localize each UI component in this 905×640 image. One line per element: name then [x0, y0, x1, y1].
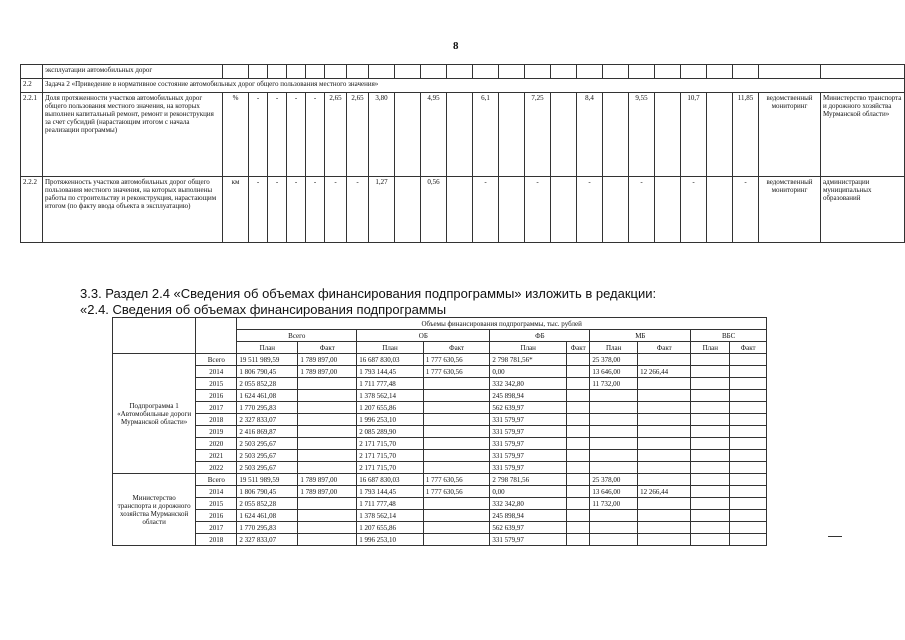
value-cell [730, 378, 767, 390]
value-cell [567, 378, 590, 390]
indicator-value: - [287, 177, 306, 243]
program-label: Подпрограмма 1 «Автомобильные дороги Мурманской области» [113, 354, 196, 474]
value-cell [590, 450, 638, 462]
table-row [113, 534, 767, 546]
value-cell [730, 498, 767, 510]
value-cell [567, 462, 590, 474]
value-cell [691, 450, 730, 462]
indicator-value: - [473, 177, 499, 243]
value-cell [567, 534, 590, 546]
value-cell: 12 266,44 [638, 486, 691, 498]
value-cell: 332 342,80 [490, 378, 567, 390]
value-cell: 25 378,00 [590, 354, 638, 366]
value-cell: 2 503 295,67 [237, 450, 298, 462]
table-row [113, 474, 767, 486]
indicator-value [447, 93, 473, 177]
table-row [113, 486, 767, 498]
margin-dash [828, 536, 842, 537]
value-cell: 1 996 253,10 [357, 534, 424, 546]
table-row [113, 522, 767, 534]
indicator-value [395, 177, 421, 243]
indicator-value [603, 177, 629, 243]
value-cell: 1 378 562,14 [357, 510, 424, 522]
value-cell [730, 534, 767, 546]
value-cell: 1 777 630,56 [423, 486, 490, 498]
value-cell [423, 414, 490, 426]
indicator-value: - [681, 177, 707, 243]
value-cell [730, 366, 767, 378]
indicator-value: 3,80 [369, 93, 395, 177]
value-cell [590, 522, 638, 534]
indicator-value: - [306, 177, 325, 243]
value-cell [567, 498, 590, 510]
table-row [113, 510, 767, 522]
value-cell [730, 522, 767, 534]
value-cell: 331 579,97 [490, 534, 567, 546]
value-cell [567, 474, 590, 486]
value-cell [298, 462, 357, 474]
indicator-value: 9,55 [629, 93, 655, 177]
value-cell: 1 789 897,00 [298, 474, 357, 486]
value-cell [423, 462, 490, 474]
value-cell: 16 687 830,03 [357, 354, 424, 366]
value-cell: 1 777 630,56 [423, 366, 490, 378]
value-cell [638, 426, 691, 438]
value-cell [590, 402, 638, 414]
value-cell [567, 486, 590, 498]
value-cell [638, 354, 691, 366]
indicator-value [395, 93, 421, 177]
value-cell [730, 390, 767, 402]
value-cell [567, 354, 590, 366]
year-cell: 2015 [196, 378, 237, 390]
indicator-unit: км [223, 177, 249, 243]
indicator-number: 2.2.2 [21, 177, 43, 243]
value-cell: 331 579,97 [490, 462, 567, 474]
value-cell [638, 534, 691, 546]
value-cell: 1 789 897,00 [298, 354, 357, 366]
value-cell [638, 450, 691, 462]
indicators-table [20, 64, 905, 243]
value-cell: 1 806 790,45 [237, 366, 298, 378]
value-cell [730, 474, 767, 486]
value-cell: 562 639,97 [490, 402, 567, 414]
value-cell [730, 486, 767, 498]
indicator-value: - [347, 177, 369, 243]
indicator-value [499, 93, 525, 177]
value-cell [638, 402, 691, 414]
value-cell [730, 426, 767, 438]
table-row [113, 462, 767, 474]
sub-header: План [691, 342, 730, 354]
year-cell: 2019 [196, 426, 237, 438]
group-header: Всего [237, 330, 357, 342]
finance-table [112, 317, 767, 546]
value-cell [691, 390, 730, 402]
indicator-value: 11,85 [733, 93, 759, 177]
value-cell [567, 450, 590, 462]
sub-header: Факт [298, 342, 357, 354]
indicator-value [603, 93, 629, 177]
value-cell [298, 450, 357, 462]
value-cell [298, 534, 357, 546]
value-cell: 331 579,97 [490, 426, 567, 438]
table-row [113, 354, 767, 366]
indicator-value: - [249, 93, 268, 177]
section-heading-2: «2.4. Сведения об объемах финансирования подпрограммы [80, 302, 447, 317]
indicator-value [447, 177, 473, 243]
value-cell: 1 777 630,56 [423, 354, 490, 366]
indicator-value: - [733, 177, 759, 243]
task-text: Задача 2 «Приведение в нормативное состояние автомобильных дорог общего пользования местного значения» [43, 79, 905, 93]
year-cell: 2017 [196, 522, 237, 534]
value-cell: 1 624 461,08 [237, 510, 298, 522]
value-cell: 2 327 833,07 [237, 414, 298, 426]
indicator-number: 2.2.1 [21, 93, 43, 177]
indicator-value: - [325, 177, 347, 243]
sub-header: План [357, 342, 424, 354]
value-cell: 2 171 715,70 [357, 438, 424, 450]
value-cell: 0,00 [490, 366, 567, 378]
value-cell [691, 414, 730, 426]
value-cell: 2 171 715,70 [357, 462, 424, 474]
value-cell: 1 711 777,48 [357, 498, 424, 510]
value-cell [730, 438, 767, 450]
value-cell: 0,00 [490, 486, 567, 498]
value-cell: 25 378,00 [590, 474, 638, 486]
value-cell [691, 402, 730, 414]
value-cell [691, 354, 730, 366]
value-cell: 2 503 295,67 [237, 462, 298, 474]
sub-header: План [590, 342, 638, 354]
value-cell: 245 898,94 [490, 390, 567, 402]
value-cell: 1 207 655,86 [357, 402, 424, 414]
value-cell: 1 996 253,10 [357, 414, 424, 426]
indicator-unit: % [223, 93, 249, 177]
row-exploit-text: эксплуатации автомобильных дорог [43, 65, 223, 79]
value-cell [567, 414, 590, 426]
value-cell [298, 522, 357, 534]
value-cell [691, 522, 730, 534]
value-cell: 1 777 630,56 [423, 474, 490, 486]
value-cell: 1 793 144,45 [357, 366, 424, 378]
value-cell [423, 402, 490, 414]
value-cell [423, 390, 490, 402]
year-cell: 2021 [196, 450, 237, 462]
value-cell [691, 378, 730, 390]
value-cell: 12 266,44 [638, 366, 691, 378]
year-cell: 2020 [196, 438, 237, 450]
year-cell: 2022 [196, 462, 237, 474]
value-cell [298, 426, 357, 438]
value-cell [638, 438, 691, 450]
page-number: 8 [453, 40, 459, 52]
year-cell: Всего [196, 354, 237, 366]
value-cell [298, 402, 357, 414]
value-cell: 562 639,97 [490, 522, 567, 534]
value-cell [638, 390, 691, 402]
value-cell: 2 503 295,67 [237, 438, 298, 450]
value-cell: 2 327 833,07 [237, 534, 298, 546]
value-cell: 1 793 144,45 [357, 486, 424, 498]
indicator-value [655, 177, 681, 243]
indicator-value: - [629, 177, 655, 243]
value-cell: 331 579,97 [490, 450, 567, 462]
year-cell: 2018 [196, 414, 237, 426]
value-cell: 2 171 715,70 [357, 450, 424, 462]
indicator-method: ведомственный мониторинг [759, 93, 821, 177]
table-row [21, 93, 905, 177]
value-cell: 13 646,00 [590, 366, 638, 378]
value-cell [590, 510, 638, 522]
value-cell [567, 402, 590, 414]
value-cell [691, 366, 730, 378]
table-row [113, 498, 767, 510]
value-cell: 19 511 989,59 [237, 354, 298, 366]
indicator-value: - [268, 177, 287, 243]
value-cell: 1 789 897,00 [298, 486, 357, 498]
value-cell [423, 378, 490, 390]
value-cell [590, 414, 638, 426]
sub-header: План [237, 342, 298, 354]
value-cell [567, 438, 590, 450]
value-cell [638, 462, 691, 474]
indicator-value [551, 93, 577, 177]
value-cell: 1 624 461,08 [237, 390, 298, 402]
value-cell [730, 510, 767, 522]
value-cell [730, 414, 767, 426]
finance-header-main: Объемы финансирования подпрограммы, тыс. рублей [237, 318, 767, 330]
value-cell [590, 426, 638, 438]
table-row [113, 378, 767, 390]
indicator-value: 7,25 [525, 93, 551, 177]
table-row [113, 438, 767, 450]
value-cell [590, 438, 638, 450]
table-row [21, 177, 905, 243]
indicator-value: 10,7 [681, 93, 707, 177]
value-cell [298, 498, 357, 510]
section-heading-1: 3.3. Раздел 2.4 «Сведения об объемах финансирования подпрограммы» изложить в редакции: [80, 286, 657, 301]
value-cell [638, 378, 691, 390]
indicator-value [551, 177, 577, 243]
value-cell [638, 510, 691, 522]
value-cell [298, 438, 357, 450]
indicator-value [707, 93, 733, 177]
table-row [113, 426, 767, 438]
value-cell: 13 646,00 [590, 486, 638, 498]
program-label: Министерство транспорта и дорожного хозяйства Мурманской области [113, 474, 196, 546]
value-cell [691, 534, 730, 546]
value-cell [567, 366, 590, 378]
value-cell: 1 789 897,00 [298, 366, 357, 378]
value-cell: 1 207 655,86 [357, 522, 424, 534]
indicator-name: Доля протяженности участков автомобильных дорог общего пользования местного значения, на которых выполнен капитальный ремонт, ремонт и реконструкция за счет субсидий (нарастающим итогом с начала реализации программы) [43, 93, 223, 177]
value-cell [638, 522, 691, 534]
indicator-value: - [577, 177, 603, 243]
sub-header: Факт [567, 342, 590, 354]
indicator-value [707, 177, 733, 243]
value-cell [691, 474, 730, 486]
indicator-value: 6,1 [473, 93, 499, 177]
value-cell [730, 402, 767, 414]
indicator-value: 0,56 [421, 177, 447, 243]
year-cell: Всего [196, 474, 237, 486]
value-cell [423, 498, 490, 510]
indicator-value: 4,95 [421, 93, 447, 177]
value-cell: 2 055 852,28 [237, 378, 298, 390]
indicator-value: 8,4 [577, 93, 603, 177]
year-cell: 2015 [196, 498, 237, 510]
table-row [113, 414, 767, 426]
indicator-value: - [525, 177, 551, 243]
value-cell [567, 522, 590, 534]
indicator-value: 1,27 [369, 177, 395, 243]
value-cell [423, 438, 490, 450]
value-cell [638, 498, 691, 510]
indicator-value [499, 177, 525, 243]
value-cell [590, 534, 638, 546]
sub-header: Факт [730, 342, 767, 354]
value-cell: 11 732,00 [590, 498, 638, 510]
value-cell [423, 510, 490, 522]
value-cell: 19 511 989,59 [237, 474, 298, 486]
sub-header: Факт [423, 342, 490, 354]
value-cell [691, 462, 730, 474]
value-cell [423, 426, 490, 438]
value-cell: 331 579,97 [490, 414, 567, 426]
value-cell: 2 085 289,90 [357, 426, 424, 438]
value-cell: 16 687 830,03 [357, 474, 424, 486]
table-row [113, 450, 767, 462]
value-cell [567, 510, 590, 522]
indicator-value: - [249, 177, 268, 243]
value-cell [423, 534, 490, 546]
indicator-value: - [287, 93, 306, 177]
year-cell: 2014 [196, 486, 237, 498]
value-cell [423, 522, 490, 534]
value-cell: 1 711 777,48 [357, 378, 424, 390]
value-cell [691, 510, 730, 522]
value-cell: 2 798 781,56* [490, 354, 567, 366]
group-header: ОБ [357, 330, 490, 342]
value-cell: 11 732,00 [590, 378, 638, 390]
value-cell: 1 770 295,83 [237, 522, 298, 534]
indicator-value: - [306, 93, 325, 177]
value-cell [567, 390, 590, 402]
value-cell [730, 462, 767, 474]
value-cell [298, 510, 357, 522]
value-cell: 2 798 781,56 [490, 474, 567, 486]
indicator-value: 2,65 [325, 93, 347, 177]
value-cell [590, 462, 638, 474]
indicator-value: 2,65 [347, 93, 369, 177]
value-cell [298, 414, 357, 426]
value-cell: 2 416 869,87 [237, 426, 298, 438]
year-cell: 2017 [196, 402, 237, 414]
value-cell [423, 450, 490, 462]
sub-header: Факт [638, 342, 691, 354]
value-cell [691, 426, 730, 438]
value-cell [638, 474, 691, 486]
indicator-name: Протяженность участков автомобильных дорог общего пользования местного значения, на которых выполнены работы по строительству и реконструкция, нарастающим итогом (по факту ввода объекта в эксплуатацию) [43, 177, 223, 243]
value-cell [730, 354, 767, 366]
table-row [113, 402, 767, 414]
value-cell [691, 498, 730, 510]
indicator-value [655, 93, 681, 177]
value-cell [298, 378, 357, 390]
value-cell: 332 342,80 [490, 498, 567, 510]
indicator-method: ведомственный мониторинг [759, 177, 821, 243]
value-cell [590, 390, 638, 402]
value-cell: 1 806 790,45 [237, 486, 298, 498]
indicator-responsible: Министерство транспорта и дорожного хозяйства Мурманской области» [821, 93, 905, 177]
value-cell: 2 055 852,28 [237, 498, 298, 510]
table-row [113, 366, 767, 378]
sub-header: План [490, 342, 567, 354]
value-cell [567, 426, 590, 438]
value-cell [298, 390, 357, 402]
value-cell: 1 378 562,14 [357, 390, 424, 402]
group-header: ВБС [691, 330, 767, 342]
table-row [113, 390, 767, 402]
value-cell: 245 898,94 [490, 510, 567, 522]
task-number: 2.2 [21, 79, 43, 93]
year-cell: 2016 [196, 390, 237, 402]
group-header: ФБ [490, 330, 590, 342]
value-cell [638, 414, 691, 426]
value-cell [691, 486, 730, 498]
value-cell: 1 770 295,83 [237, 402, 298, 414]
value-cell [730, 450, 767, 462]
year-cell: 2018 [196, 534, 237, 546]
year-cell: 2016 [196, 510, 237, 522]
value-cell [691, 438, 730, 450]
group-header: МБ [590, 330, 691, 342]
value-cell: 331 579,97 [490, 438, 567, 450]
indicator-value: - [268, 93, 287, 177]
year-cell: 2014 [196, 366, 237, 378]
indicator-responsible: администрации муниципальных образований [821, 177, 905, 243]
